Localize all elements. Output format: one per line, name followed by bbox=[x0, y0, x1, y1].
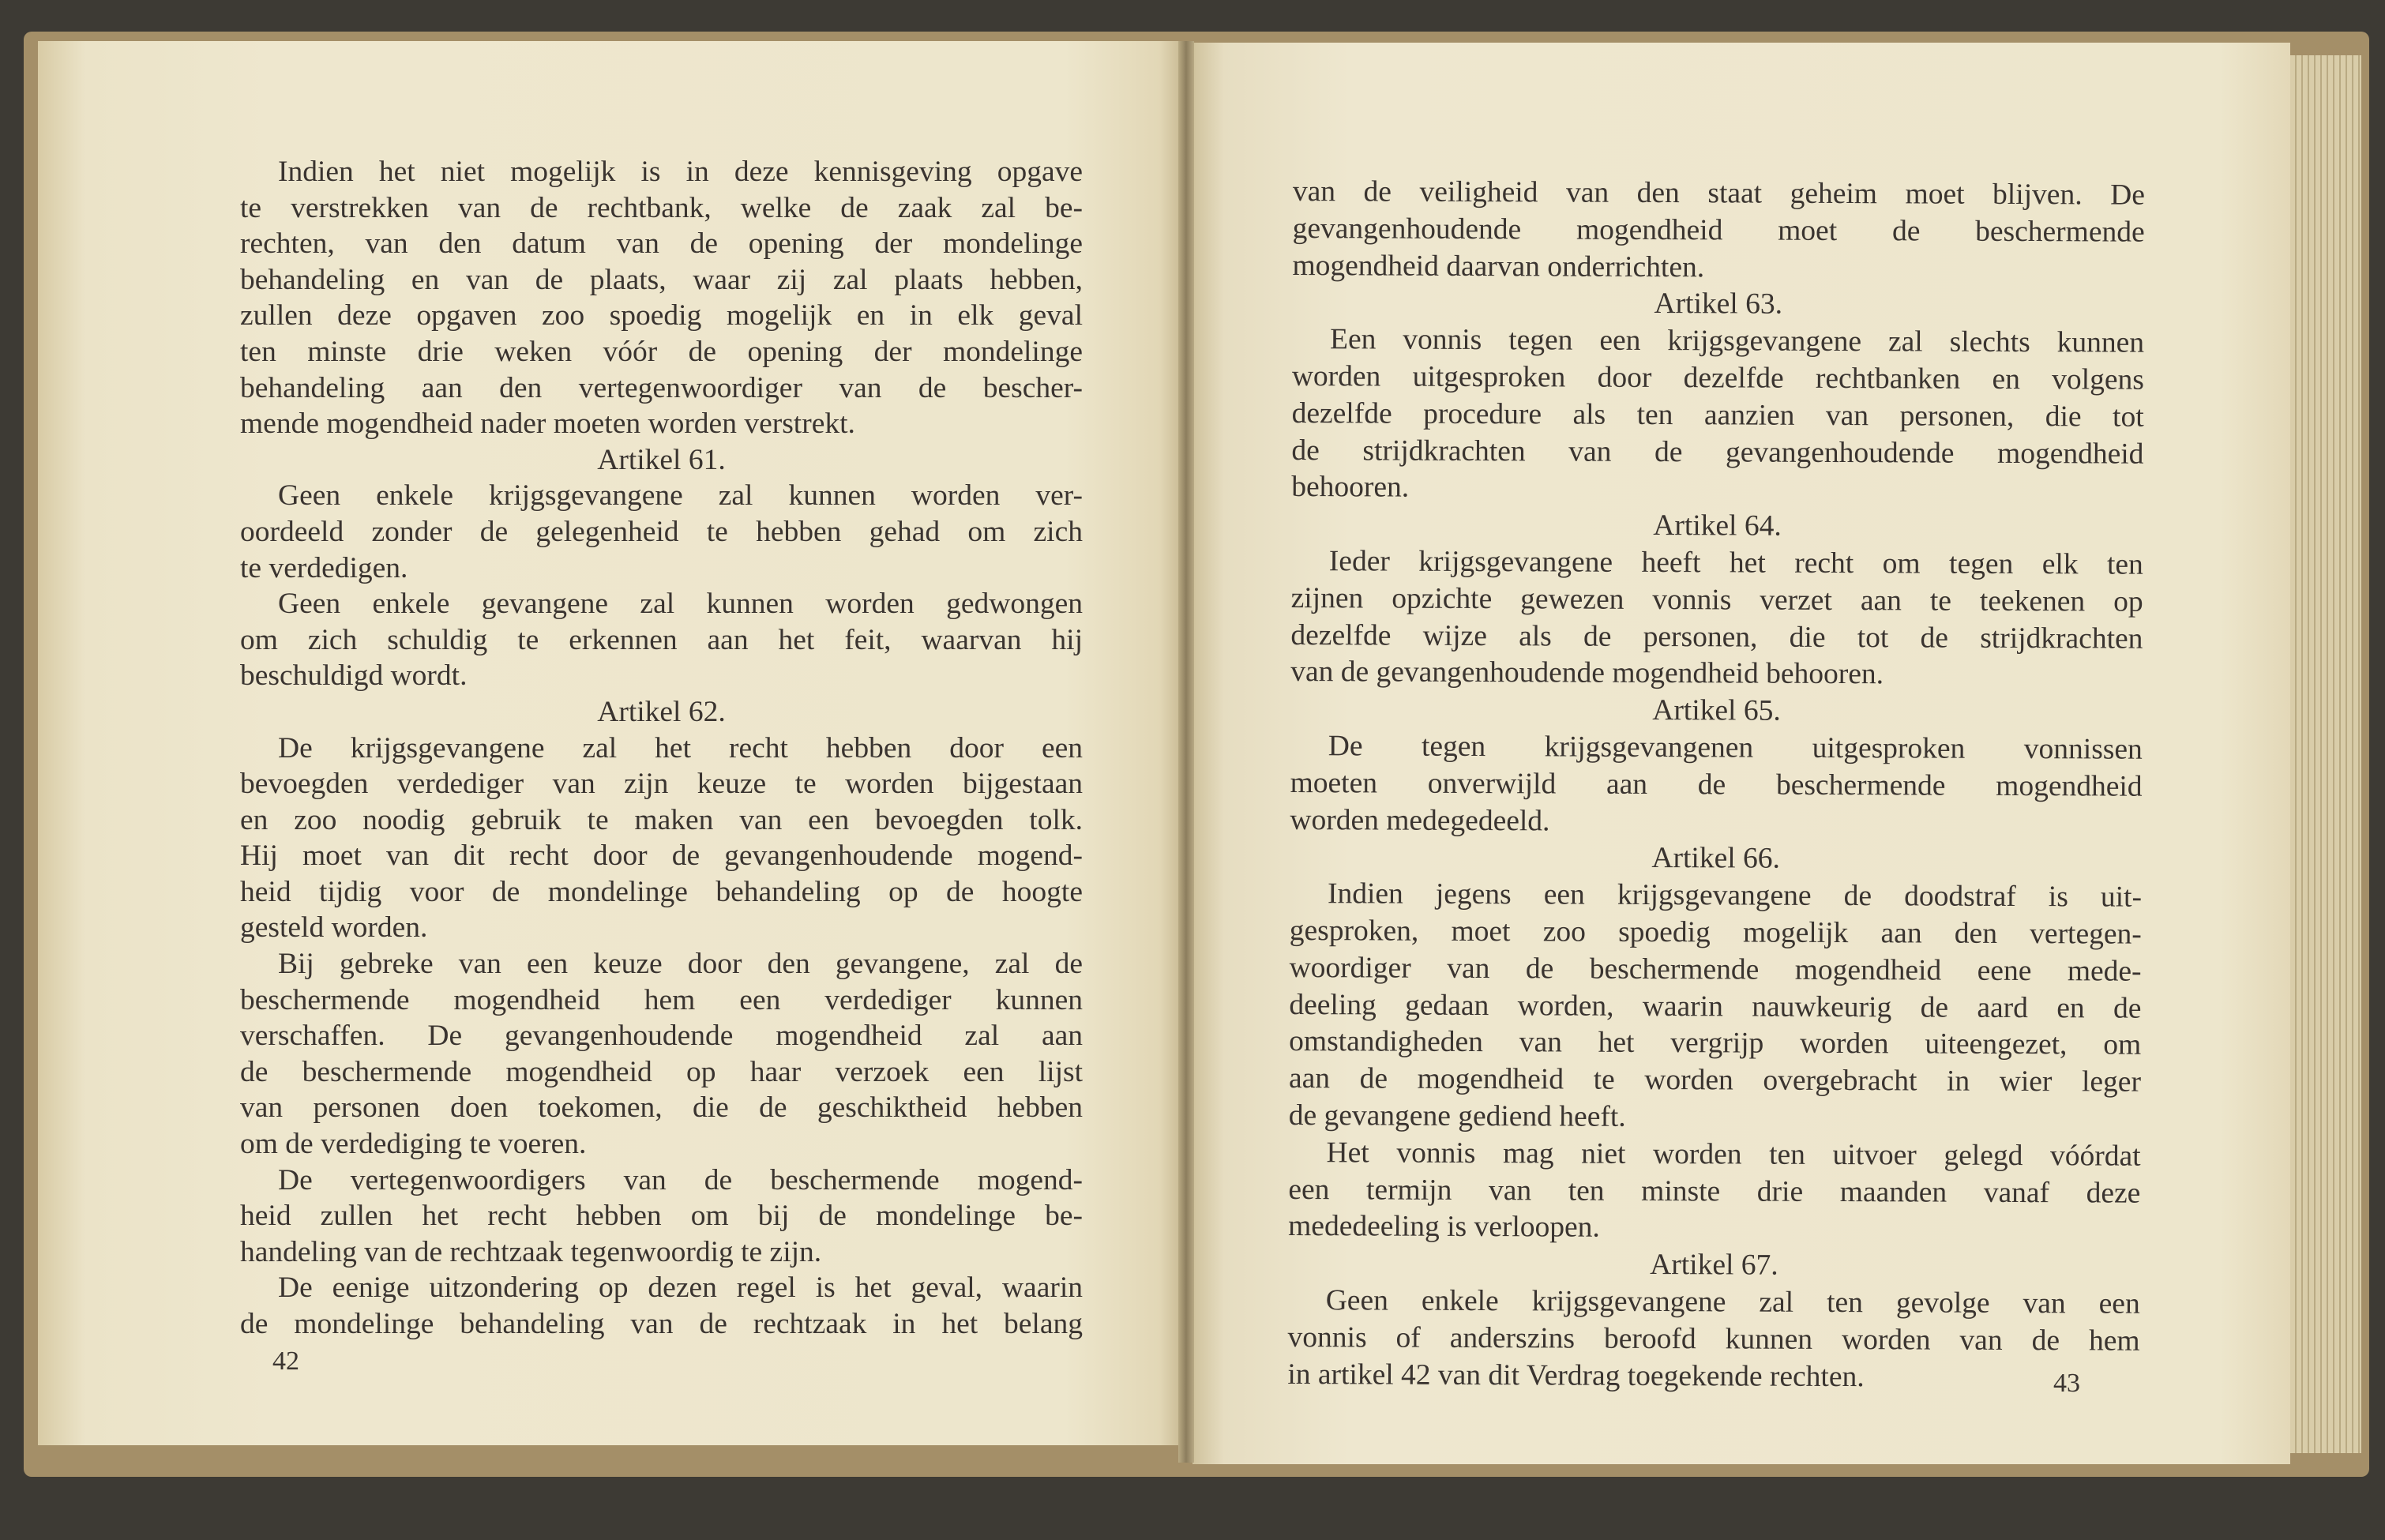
text-line: mogendheid daarvan onderrichten. bbox=[1292, 249, 1705, 284]
text-line: om de verdediging te voeren. bbox=[240, 1128, 587, 1161]
text-line: Geen enkele krijgsgevangene zal kunnen worden ver- bbox=[278, 479, 1083, 513]
text-line: van de veiligheid van den staat geheim moet blijven. De bbox=[1292, 175, 2145, 212]
text-line: van de gevangenhoudende mogendheid behooren. bbox=[1290, 655, 1884, 691]
text-line: De krijgsgevangene zal het recht hebben door een bbox=[278, 731, 1083, 764]
text-line: ten minste drie weken vóór de opening der mondelinge bbox=[240, 335, 1083, 368]
text-line: zijnen opzichte gewezen vonnis verzet aan te teekenen op bbox=[1290, 581, 2143, 618]
article-heading: Artikel 61. bbox=[597, 443, 726, 476]
text-line: beschuldigd wordt. bbox=[240, 659, 468, 693]
text-line: de strijdkrachten van de gevangenhoudende mogendheid bbox=[1291, 434, 2144, 471]
text-line: gesteld worden. bbox=[240, 911, 428, 945]
text-line: oordeeld zonder de gelegenheid te hebben gehad om zich bbox=[240, 515, 1083, 548]
text-line: Bij gebreke van een keuze door den gevangene, zal de bbox=[278, 948, 1083, 981]
text-line: Het vonnis mag niet worden ten uitvoer gelegd vóórdat bbox=[1326, 1136, 2141, 1173]
text-line: deeling gedaan worden, waarin nauwkeurig de aard en de bbox=[1289, 988, 2142, 1025]
text-line: Geen enkele gevangene zal kunnen worden gedwongen bbox=[278, 588, 1083, 621]
text-line: de mondelinge behandeling van de rechtzaak in het belang bbox=[240, 1308, 1083, 1340]
article-heading: Artikel 66. bbox=[1651, 842, 1781, 876]
page-number-left: 42 bbox=[272, 1347, 299, 1376]
text-line: gevangenhoudende mogendheid moet de beschermende bbox=[1292, 212, 2145, 249]
text-line: mededeeling is verloopen. bbox=[1288, 1210, 1600, 1245]
text-line: worden medegedeeld. bbox=[1290, 803, 1550, 837]
article-heading: Artikel 62. bbox=[597, 695, 726, 728]
article-heading: Artikel 67. bbox=[1650, 1249, 1778, 1282]
text-line: behandeling en van de plaats, waar zij zal plaats hebben, bbox=[240, 263, 1083, 296]
page-edges bbox=[2290, 55, 2361, 1453]
text-line: om zich schuldig te erkennen aan het feit, waarvan hij bbox=[240, 623, 1083, 656]
text-line: aan de mogendheid te worden overgebracht in wier leger bbox=[1288, 1062, 2142, 1099]
text-line: beschermende mogendheid hem een verdediger kunnen bbox=[240, 983, 1083, 1016]
right-page-text bbox=[1287, 174, 2145, 1397]
text-line: te verdedigen. bbox=[240, 551, 408, 584]
text-line: heid tijdig voor de mondelinge behandeling op de hoogte bbox=[240, 875, 1083, 908]
text-line: vonnis of anderszins beroofd kunnen worden van de hem bbox=[1287, 1320, 2140, 1358]
text-line: dezelfde procedure als ten aanzien van personen, die tot bbox=[1291, 396, 2144, 434]
text-line: Indien jegens een krijgsgevangene de doodstraf is uit- bbox=[1327, 877, 2143, 914]
text-line: rechten, van den datum van de opening der mondelinge bbox=[240, 227, 1083, 261]
text-line: Ieder krijgsgevangene heeft het recht om tegen elk ten bbox=[1328, 545, 2143, 581]
text-line: heid zullen het recht hebben om bij de mondelinge be- bbox=[240, 1200, 1083, 1233]
left-page-text bbox=[240, 154, 1083, 1343]
article-heading: Artikel 64. bbox=[1653, 509, 1782, 543]
text-line: verschaffen. De gevangenhoudende mogendheid zal aan bbox=[240, 1020, 1083, 1053]
text-line: worden uitgesproken door dezelfde rechtbanken en volgens bbox=[1291, 359, 2144, 396]
text-line: Geen enkele krijgsgevangene zal ten gevolge van een bbox=[1325, 1284, 2140, 1320]
text-line: dezelfde wijze als de personen, die tot de strijdkrachten bbox=[1290, 618, 2143, 655]
text-line: gesproken, moet zoo spoedig mogelijk aan den vertegen- bbox=[1289, 914, 2142, 951]
text-line: in artikel 42 van dit Verdrag toegekende rechten. bbox=[1287, 1358, 1865, 1393]
text-line: Hij moet van dit recht door de gevangenhoudende mogend- bbox=[240, 839, 1083, 873]
text-line: behandeling aan den vertegenwoordiger van de bescher- bbox=[240, 371, 1083, 404]
article-heading: Artikel 65. bbox=[1652, 694, 1781, 727]
text-line: zullen deze opgaven zoo spoedig mogelijk en in elk geval bbox=[240, 299, 1083, 332]
text-line: De eenige uitzondering op dezen regel is het geval, waarin bbox=[278, 1271, 1083, 1305]
text-line: Indien het niet mogelijk is in deze kennisgeving opgave bbox=[278, 156, 1083, 188]
text-line: woordiger van de beschermende mogendheid eene mede- bbox=[1289, 951, 2142, 988]
text-line: omstandigheden van het vergrijp worden uiteengezet, om bbox=[1289, 1025, 2142, 1062]
article-heading: Artikel 63. bbox=[1654, 287, 1783, 321]
text-line: te verstrekken van de rechtbank, welke de zaak zal be- bbox=[240, 191, 1083, 224]
text-line: De vertegenwoordigers van de beschermende mogend- bbox=[278, 1163, 1083, 1196]
text-line: De tegen krijgsgevangenen uitgesproken vonnissen bbox=[1328, 730, 2143, 766]
text-line: van personen doen toekomen, die de geschiktheid hebben bbox=[240, 1091, 1083, 1125]
text-line: de gevangene gediend heeft. bbox=[1288, 1099, 1626, 1133]
book-gutter bbox=[1178, 41, 1194, 1463]
text-line: een termijn van ten minste drie maanden vanaf deze bbox=[1288, 1173, 2141, 1210]
text-line: moeten onverwijld aan de beschermende mogendheid bbox=[1290, 766, 2143, 803]
text-line: bevoegden verdediger van zijn keuze te worden bijgestaan bbox=[240, 768, 1083, 801]
text-line: Een vonnis tegen een krijgsgevangene zal slechts kunnen bbox=[1329, 323, 2145, 359]
text-line: behooren. bbox=[1291, 471, 1410, 505]
page-number-right: 43 bbox=[2053, 1369, 2080, 1398]
text-line: handeling van de rechtzaak tegenwoordig te zijn. bbox=[240, 1235, 822, 1268]
text-line: en zoo noodig gebruik te maken van een bevoegden tolk. bbox=[240, 803, 1083, 836]
text-line: mende mogendheid nader moeten worden verstrekt. bbox=[240, 408, 855, 441]
text-line: de beschermende mogendheid op haar verzoek een lijst bbox=[240, 1055, 1083, 1088]
